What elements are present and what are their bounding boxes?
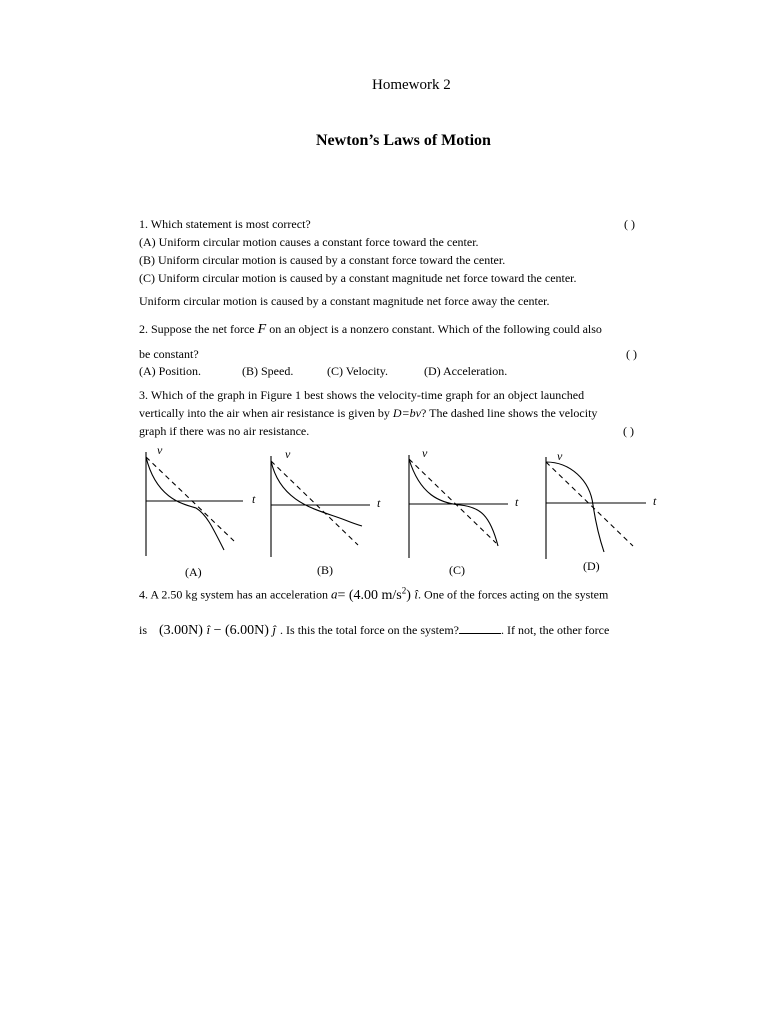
force-minus: − (6.00N) — [210, 623, 273, 638]
q3-answer-bracket: ( ) — [623, 424, 634, 438]
q1-option-b: (B) Uniform circular motion is caused by a constant force toward the center. — [139, 253, 506, 267]
graph-d-velocity-curve — [546, 462, 604, 552]
q4-line1-pre: 4. A 2.50 kg system has an acceleration — [139, 587, 331, 602]
graph-d-v-label: v — [557, 449, 563, 463]
graph-a-t-label: t — [252, 492, 256, 506]
q2-option-a: (A) Position. — [139, 364, 202, 378]
graph-d-caption: (D) — [583, 559, 600, 573]
q3-line2-pre: vertically into the air when air resistance is given by — [139, 406, 393, 420]
graph-b-v-label: v — [285, 447, 291, 461]
q4-is: is — [139, 623, 148, 637]
q1-answer-bracket: ( ) — [624, 217, 635, 231]
force-part1: (3.00N) — [159, 623, 207, 638]
force-j-hat: ĵ — [272, 622, 277, 637]
graph-d — [546, 457, 646, 559]
q2-option-d: (D) Acceleration. — [424, 364, 508, 378]
force-i-hat: î — [206, 622, 211, 637]
q3-line3: graph if there was no air resistance. — [139, 424, 310, 438]
q2-stem-pre: 2. Suppose the net force — [139, 322, 258, 336]
graph-a-velocity-curve — [146, 457, 224, 550]
accel-value — [337, 585, 415, 603]
q4-line1 — [139, 585, 608, 604]
page-title: Newton’s Laws of Motion — [316, 132, 491, 149]
q2-answer-bracket: ( ) — [626, 347, 637, 361]
graph-a-v-label: v — [157, 443, 163, 457]
homework-number: Homework 2 — [372, 77, 451, 93]
graph-d-no-drag-line — [546, 462, 633, 546]
accel-value-text: = (4.00 m/s — [337, 587, 402, 603]
q4-line2-post: . Is this the total force on the system? — [280, 623, 460, 637]
q4-line2-tail: . If not, the other force — [501, 623, 610, 637]
answer-blank[interactable] — [459, 623, 501, 634]
drag-equation: D=bv — [392, 406, 422, 420]
q1-option-d: Uniform circular motion is caused by a constant magnitude net force away the center. — [139, 294, 550, 308]
graph-a-no-drag-line — [146, 457, 234, 541]
i-hat-symbol: î — [414, 586, 419, 602]
accel-close: ) — [406, 587, 415, 603]
q2-option-c: (C) Velocity. — [327, 364, 388, 378]
q2-option-b: (B) Speed. — [242, 364, 294, 378]
graph-b-t-label: t — [377, 496, 381, 510]
graph-b-no-drag-line — [271, 461, 358, 545]
graph-c-caption: (C) — [449, 563, 465, 577]
graph-c-t-label: t — [515, 495, 519, 509]
accel-symbol: a — [330, 586, 338, 602]
q2-stem-post: on an object is a nonzero constant. Which of the following could also — [266, 322, 602, 336]
force-symbol: F — [257, 322, 267, 337]
graph-c-no-drag-line — [409, 459, 496, 543]
graph-a-caption: (A) — [185, 565, 202, 579]
q1-option-c: (C) Uniform circular motion is caused by a constant magnitude net force toward the center. — [139, 271, 577, 285]
q2-stem-line2: be constant? — [139, 347, 199, 361]
q1-stem: 1. Which statement is most correct? — [139, 217, 311, 231]
q3-line1: 3. Which of the graph in Figure 1 best shows the velocity-time graph for an object launched — [139, 388, 585, 402]
graph-b-velocity-curve — [271, 461, 362, 526]
graph-d-t-label: t — [653, 494, 657, 508]
q3-line2-post: ? The dashed line shows the velocity — [421, 406, 598, 420]
graph-c-v-label: v — [422, 446, 428, 460]
q1-option-a: (A) Uniform circular motion causes a constant force toward the center. — [139, 235, 479, 249]
accel-exponent: 2 — [401, 585, 407, 595]
graph-b-caption: (B) — [317, 563, 333, 577]
graph-c — [409, 455, 508, 558]
graph-b — [271, 456, 370, 557]
q4-line1-post: . One of the forces acting on the system — [418, 587, 609, 602]
q4-line2 — [139, 622, 609, 639]
graph-a — [146, 452, 243, 556]
